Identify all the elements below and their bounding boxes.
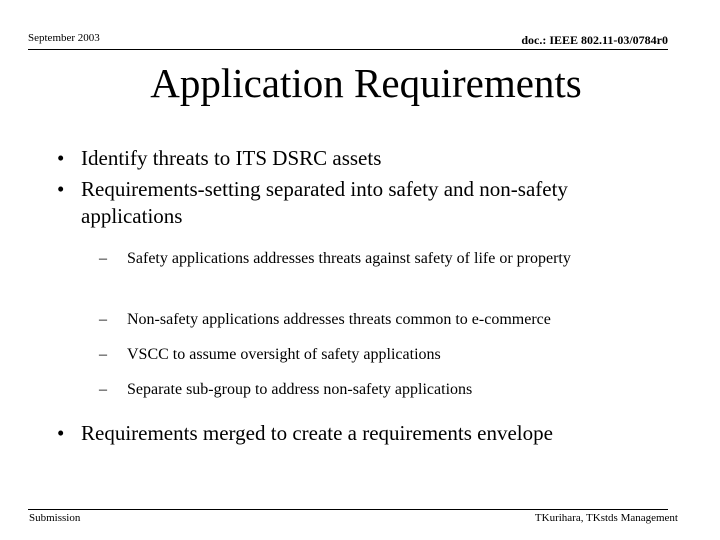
sub-bullet-item	[99, 344, 667, 365]
sub-bullet-item	[99, 379, 667, 400]
footer-divider	[28, 509, 668, 510]
sub-bullet-marker: –	[99, 311, 107, 328]
bullet-item	[57, 176, 656, 230]
sub-bullet-marker: –	[99, 250, 107, 267]
sub-bullet-marker: –	[99, 346, 107, 363]
sub-bullet-text: Separate sub-group to address non-safety applications	[127, 381, 473, 398]
bullet-text: Identify threats to ITS DSRC assets	[81, 146, 382, 170]
bullet-marker: •	[57, 146, 65, 170]
slide-title: Application Requirements	[150, 60, 582, 106]
sub-bullet-item	[99, 248, 627, 269]
bullet-marker: •	[57, 177, 65, 201]
sub-bullet-item	[99, 309, 667, 330]
sub-bullet-marker: –	[99, 381, 107, 398]
bullet-text: Requirements merged to create a requirements envelope	[81, 421, 553, 445]
bullet-marker: •	[57, 421, 65, 445]
bullet-item	[57, 145, 681, 172]
footer-submission: Submission	[29, 512, 81, 524]
header-document-id: doc.: IEEE 802.11-03/0784r0	[521, 33, 668, 47]
sub-bullet-text: Non-safety applications addresses threats common to e-commerce	[127, 311, 551, 328]
sub-bullet-text: VSCC to assume oversight of safety applications	[127, 346, 441, 363]
footer-author: TKurihara, TKstds Management	[534, 512, 678, 524]
sub-bullet-text: Safety applications addresses threats against safety of life or property	[127, 250, 571, 267]
header-date: September 2003	[28, 32, 100, 44]
bullet-text: Requirements-setting separated into safety and non-safety applications	[81, 177, 568, 228]
bullet-item	[57, 420, 681, 447]
